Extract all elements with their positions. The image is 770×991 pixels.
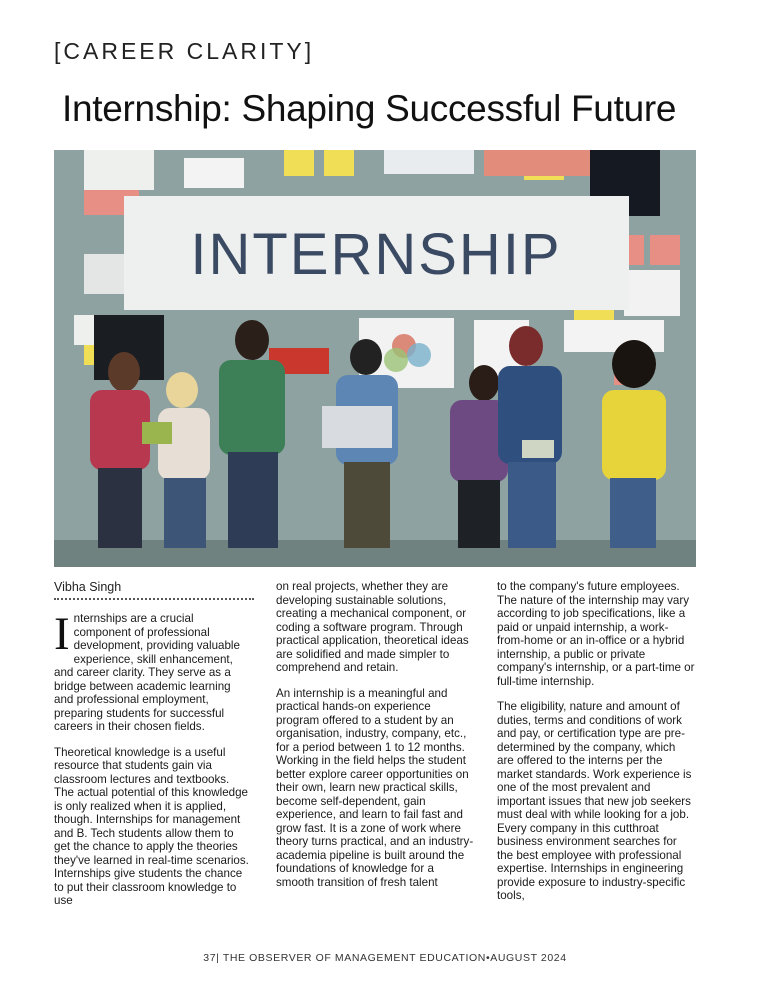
paragraph: on real projects, whether they are developing sustainable solutions, creating a mechanical component, or coding a software program. Through practical application, theoretical ideas are solidified and made simpler to comprehend and retain. [276,580,469,674]
paragraph: to the company's future employees. The nature of the internship may vary according to job specifications, like a paid or unpaid internship, a work-from-home or an in-office or a hybrid internship, a public or private company's internship, or a part-time or full-time internship. [497,580,695,688]
article-column-3 [497,580,695,915]
internship-sign-text: INTERNSHIP [190,222,562,287]
paragraph [54,608,252,734]
byline-divider [54,598,254,600]
article-column-1 [54,608,252,920]
dropcap: I [54,608,70,660]
page-footer: 37| THE OBSERVER OF MANAGEMENT EDUCATION•AUGUST 2024 [203,952,567,964]
article-column-2 [276,580,474,901]
paragraph: The eligibility, nature and amount of duties, terms and conditions of work and pay, or certification type are pre-determined by the company, which are offered to the interns per the market standards. Work experience is one of the most prevalent and important issues that new job seekers must deal with while looking for a job. Every company in this cutthroat business environment searches for the best employee with professional expertise. Internships in engineering provide exposure to industry-specific tools, [497,700,692,902]
section-label: [CAREER CLARITY] [54,38,315,64]
headline: Internship: Shaping Successful Future [62,88,677,129]
byline: Vibha Singh [54,580,122,594]
paragraph: An internship is a meaningful and practical hands-on experience program offered to a student by an organisation, industry, company, etc., for a period between 1 to 12 months. Working in the field helps the student better explore career opportunities on their own, learn new practical skills, become self-dependent, gain experience, and learn to fail fast and grow fast. It is a zone of work where theory turns practical, and an industry-academia pipeline is built around the foundations of knowledge for a smooth transition of fresh talent [276,686,474,889]
paragraph-text: nternships are a crucial component of professional development, providing valuable experience, skill enhancement, and career clarity. They serve as a bridge between academic learning and professional employment, preparing students for successful careers in their chosen fields. [54,612,240,733]
paragraph: Theoretical knowledge is a useful resource that students gain via classroom lectures and textbooks. The actual potential of this knowledge is only realized when it is applied, though. Internships for management and B. Tech students allow them to get the chance to apply the theories they've learned in real-time scenarios. Internships give students the chance to put their classroom knowledge to use [54,745,249,907]
hero-photo [54,150,696,567]
